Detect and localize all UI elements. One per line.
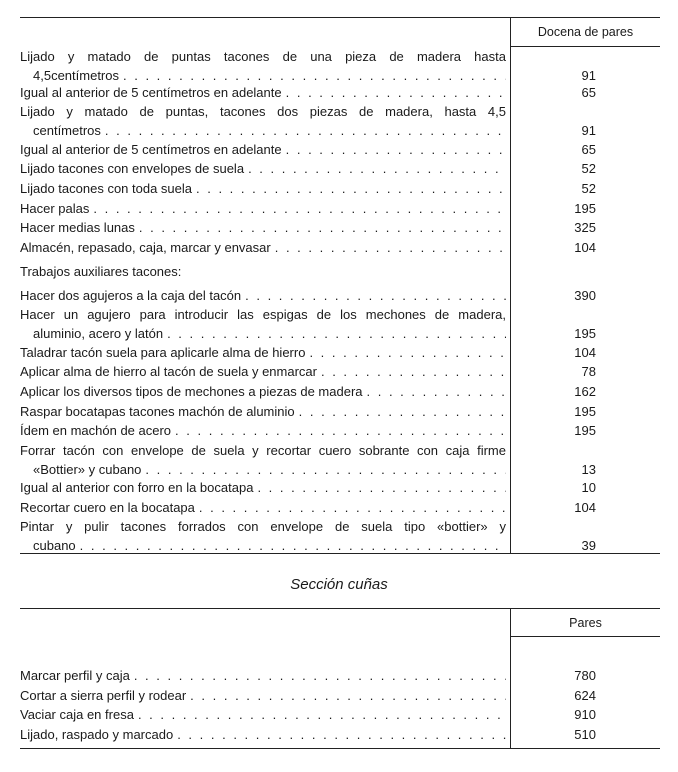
row-label: Taladrar tacón suela para aplicarle alma de hierro [20,345,306,360]
row-label: Igual al anterior de 5 centímetros en adelante [20,85,282,100]
row-value: 195 [574,423,596,438]
table-row [20,140,660,160]
table-top-rule [20,608,660,609]
row-value: 52 [581,181,596,196]
column-header: Docena de pares [537,25,634,39]
row-value: 325 [574,220,596,235]
row-value: 78 [581,364,596,379]
row-label: Trabajos auxiliares tacones: [20,264,182,279]
row-label: Hacer medias lunas [20,220,135,235]
table-row [20,666,660,686]
row-value: 910 [574,707,596,722]
table-row [20,47,660,85]
row-value: 780 [574,668,596,683]
row-label: Raspar bocatapas tacones machón de aluminio [20,404,295,419]
table-bottom-rule [20,748,660,749]
row-label: Lijado, raspado y marcado [20,727,174,742]
row-value: 162 [574,384,596,399]
table-row [20,478,660,498]
table-row [20,421,660,441]
row-label: Marcar perfil y caja [20,668,130,683]
row-value: 390 [574,288,596,303]
table-row [20,159,660,179]
row-value: 510 [574,727,596,742]
table-row [20,705,660,725]
column-header: Pares [569,616,602,630]
section-title: Sección cuñas [290,576,388,593]
row-label: aluminio, acero y latón [33,326,164,341]
row-label: Igual al anterior de 5 centímetros en adelante [20,142,282,157]
row-label: 4,5centímetros [33,68,119,83]
row-value: 195 [574,201,596,216]
row-value: 104 [574,240,596,255]
table-row [20,498,660,518]
row-label: Almacén, repasado, caja, marcar y envasar [20,240,271,255]
row-label: Ídem en machón de acero [20,423,172,438]
row-label: Lijado tacones con toda suela [20,181,193,196]
table-row [20,305,660,343]
table-row [20,343,660,363]
row-value: 39 [581,538,596,553]
row-label: cubano [33,538,76,553]
table-row [20,286,660,306]
row-label: «Bottier» y cubano [33,462,142,477]
row-value: 195 [574,326,596,341]
table-row [20,362,660,382]
row-value: 52 [581,161,596,176]
row-label-line1: Hacer un agujero para introducir las espigas de los mechones de madera, [20,307,506,322]
row-label: Cortar a sierra perfil y rodear [20,688,187,703]
row-label: centímetros [33,123,101,138]
table-row [20,199,660,219]
row-label: Lijado tacones con envelopes de suela [20,161,245,176]
subsection-heading [20,262,660,282]
row-label-line1: Lijado y matado de puntas tacones de una pieza de madera hasta [20,49,506,64]
row-value: 91 [581,123,596,138]
table-row [20,83,660,103]
row-value: 10 [581,480,596,495]
table-top-rule [20,17,660,18]
row-value: 65 [581,142,596,157]
row-value: 65 [581,85,596,100]
row-value: 13 [581,462,596,477]
table-row [20,179,660,199]
column-header-rule [510,636,660,637]
table-row [20,102,660,140]
row-label-line1: Pintar y pulir tacones forrados con envelope de suela tipo «bottier» y [20,519,506,534]
row-value: 195 [574,404,596,419]
table-row [20,686,660,706]
row-label: Recortar cuero en la bocatapa [20,500,195,515]
table-row [20,725,660,745]
row-value: 104 [574,500,596,515]
row-label: Hacer dos agujeros a la caja del tacón [20,288,242,303]
table-row [20,402,660,422]
row-value: 624 [574,688,596,703]
table-row [20,218,660,238]
table-row [20,441,660,479]
table-bottom-rule [20,553,660,554]
table-row [20,382,660,402]
row-value: 91 [581,68,596,83]
row-label: Aplicar los diversos tipos de mechones a piezas de madera [20,384,363,399]
table-row [20,517,660,555]
row-label: Igual al anterior con forro en la bocatapa [20,480,254,495]
row-label: Aplicar alma de hierro al tacón de suela y enmarcar [20,364,317,379]
row-label: Hacer palas [20,201,90,216]
table-row [20,238,660,258]
row-value: 104 [574,345,596,360]
row-label-line1: Lijado y matado de puntas, tacones dos piezas de madera, hasta 4,5 [20,104,506,119]
row-label: Vaciar caja en fresa [20,707,134,722]
row-label-line1: Forrar tacón con envelope de suela y recortar cuero sobrante con caja firme [20,443,506,458]
